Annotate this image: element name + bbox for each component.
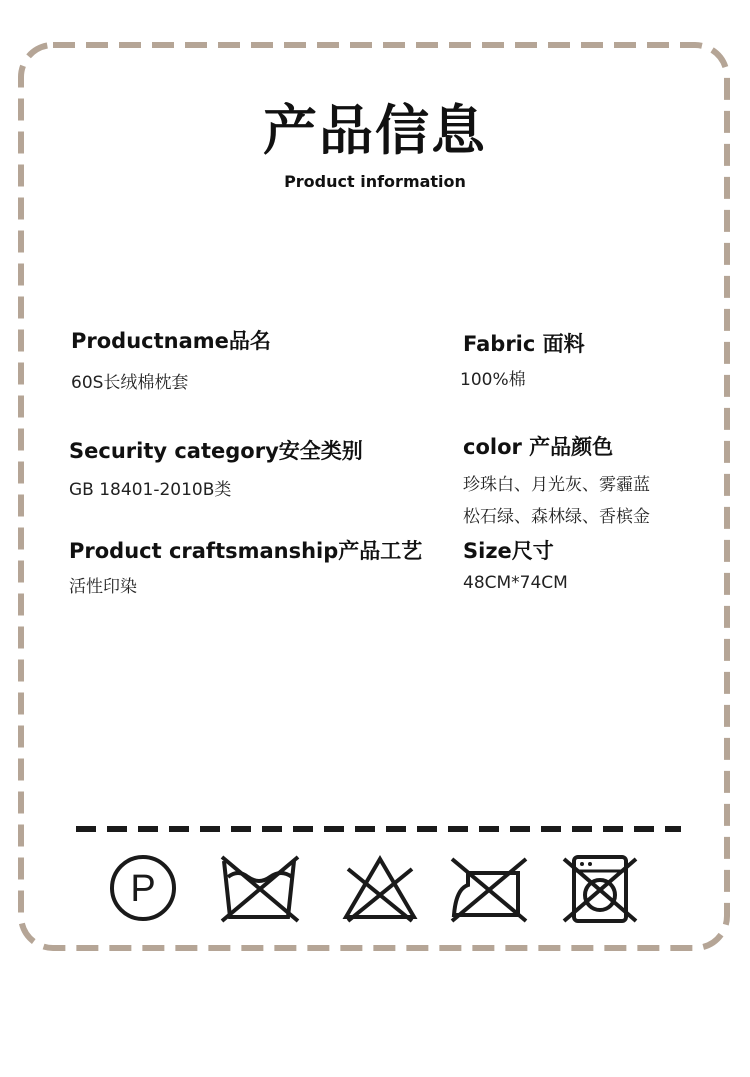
do-not-machine-wash-icon <box>560 853 640 925</box>
page-subtitle: Product information <box>284 172 466 191</box>
dry-clean-letter: P <box>130 868 156 910</box>
product-name-label: Productname品名 <box>71 329 271 353</box>
color-label: color 产品颜色 <box>463 435 614 459</box>
size-value: 48CM*74CM <box>463 573 568 593</box>
fabric-label: Fabric 面料 <box>463 332 585 356</box>
color-value-line1: 珍珠白、月光灰、雾霾蓝 <box>463 475 650 495</box>
craftsmanship-value: 活性印染 <box>69 577 137 597</box>
size-label: Size尺寸 <box>463 539 554 563</box>
security-category-value: GB 18401-2010B类 <box>69 480 232 500</box>
color-value-line2: 松石绿、森林绿、香槟金 <box>463 507 650 527</box>
fabric-value: 100%棉 <box>460 370 526 390</box>
product-name-value: 60S长绒棉枕套 <box>71 373 189 393</box>
do-not-iron-icon <box>446 853 530 925</box>
page-title: 产品信息 <box>263 99 487 162</box>
security-category-label: Security category安全类别 <box>69 439 363 463</box>
dry-clean-p-icon <box>108 853 178 923</box>
do-not-bleach-icon <box>340 853 420 925</box>
do-not-wash-icon <box>218 853 302 925</box>
craftsmanship-label: Product craftsmanship产品工艺 <box>69 539 423 563</box>
